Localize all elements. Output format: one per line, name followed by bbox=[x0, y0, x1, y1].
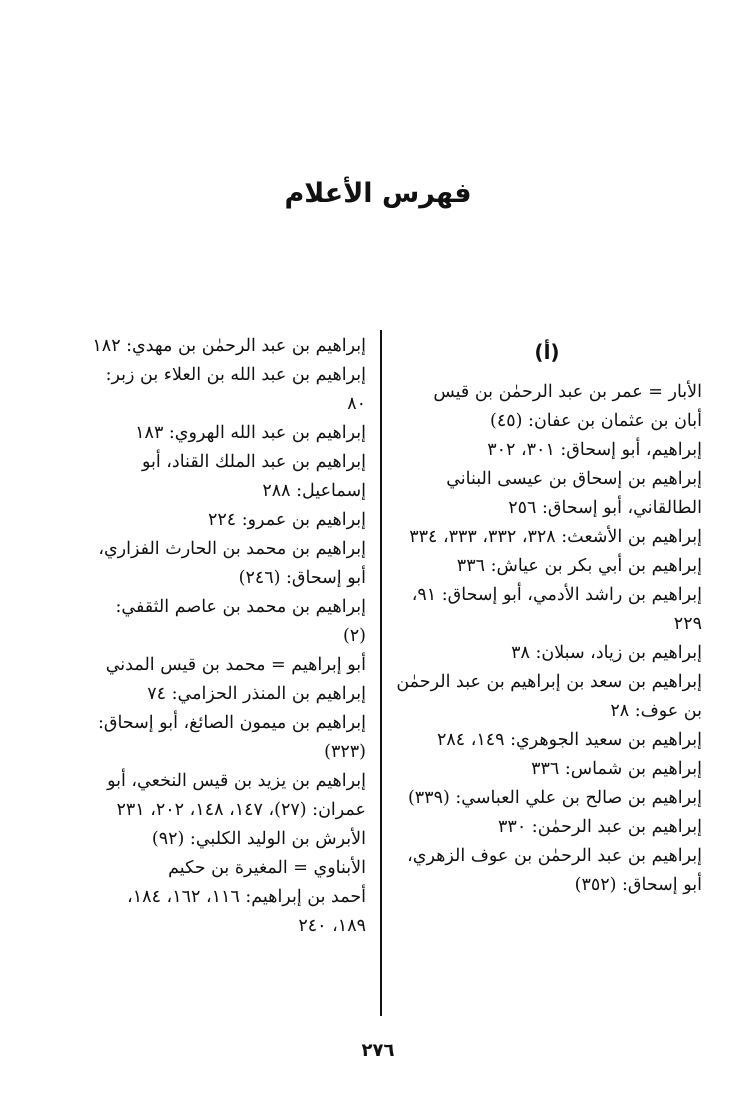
index-entry: أبو إبراهيم = محمد بن قيس المدني bbox=[105, 655, 366, 675]
index-entry: إبراهيم بن زياد، سبلان: ٣٨ bbox=[511, 643, 702, 663]
index-entry: إبراهيم، أبو إسحاق: ٣٠١، ٣٠٢ bbox=[487, 440, 702, 460]
index-entry: إبراهيم بن أبي بكر بن عياش: ٣٣٦ bbox=[456, 556, 702, 576]
index-entry: إبراهيم بن المنذر الحزامي: ٧٤ bbox=[147, 684, 366, 704]
right-column bbox=[392, 338, 702, 900]
index-entry: إبراهيم بن راشد الأدمي، أبو إسحاق: ٩١، ٢٢٩ bbox=[411, 585, 702, 634]
index-entry: إبراهيم بن عبد الرحمٰن بن مهدي: ١٨٢ bbox=[92, 336, 366, 356]
left-column bbox=[88, 332, 366, 941]
index-entry: إبراهيم بن سعد بن إبراهيم بن عبد الرحمٰن بن عوف: ٢٨ bbox=[396, 672, 702, 721]
index-entry: إبراهيم بن ميمون الصائغ، أبو إسحاق: (٣٢٣) bbox=[97, 713, 366, 762]
index-entry: إبراهيم بن عبد الله بن العلاء بن زبر: ٨٠ bbox=[105, 365, 366, 414]
index-entry: إبراهيم بن إسحاق بن عيسى البناني الطالقاني، أبو إسحاق: ٢٥٦ bbox=[446, 469, 702, 518]
index-entry: إبراهيم بن محمد بن عاصم الثقفي: (٢) bbox=[115, 597, 366, 646]
index-entry: الأبناوي = المغيرة بن حكيم bbox=[168, 858, 366, 878]
page-title: فهرس الأعلام bbox=[284, 178, 472, 209]
index-entry: إبراهيم بن يزيد بن قيس النخعي، أبو عمران: (٢٧)، ١٤٧، ١٤٨، ٢٠٢، ٢٣١ bbox=[107, 771, 366, 820]
index-entry: إبراهيم بن عبد الرحمٰن بن عوف الزهري، أبو إسحاق: (٣٥٢) bbox=[407, 846, 702, 895]
index-entry: أحمد بن إبراهيم: ١١٦، ١٦٢، ١٨٤، ١٨٩، ٢٤٠ bbox=[127, 887, 366, 936]
page-number: ٢٧٦ bbox=[361, 1040, 395, 1061]
index-entry: إبراهيم بن الأشعث: ٣٢٨، ٣٣٢، ٣٣٣، ٣٣٤ bbox=[409, 527, 702, 547]
index-entry: إبراهيم بن محمد بن الحارث الفزاري، أبو إسحاق: (٢٤٦) bbox=[98, 539, 366, 588]
column-divider bbox=[380, 330, 382, 1016]
index-entry: إبراهيم بن سعيد الجوهري: ١٤٩، ٢٨٤ bbox=[436, 730, 702, 750]
index-entry: إبراهيم بن عمرو: ٢٢٤ bbox=[207, 510, 366, 530]
index-entry: الأبار = عمر بن عبد الرحمٰن بن قيس bbox=[433, 382, 702, 402]
index-entry: إبراهيم بن عبد الرحمٰن: ٣٣٠ bbox=[498, 817, 702, 837]
index-entry: إبراهيم بن عبد الملك القناد، أبو إسماعيل: ٢٨٨ bbox=[141, 452, 366, 501]
index-entry: إبراهيم بن شماس: ٣٣٦ bbox=[531, 759, 702, 779]
index-entry: إبراهيم بن عبد الله الهروي: ١٨٣ bbox=[135, 423, 366, 443]
section-letter: (أ) bbox=[534, 340, 560, 364]
index-entry: إبراهيم بن صالح بن علي العباسي: (٣٣٩) bbox=[407, 788, 702, 808]
index-entry: الأبرش بن الوليد الكلبي: (٩٢) bbox=[151, 829, 366, 849]
index-entry: أبان بن عثمان بن عفان: (٤٥) bbox=[490, 411, 702, 431]
